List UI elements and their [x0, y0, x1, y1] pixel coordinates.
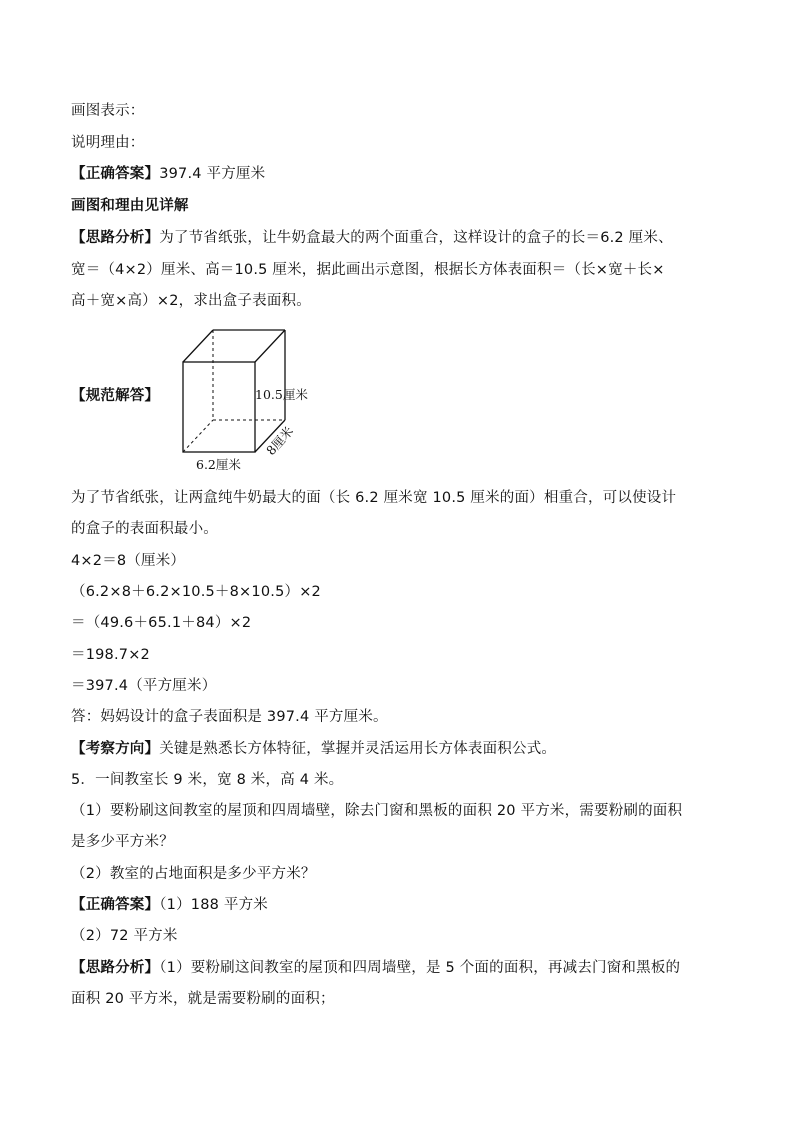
text-line: 画图和理由见详解 [71, 198, 189, 214]
text-line: 的盒子的表面积最小。 [71, 521, 218, 537]
section-tag: 【规范解答】 [71, 388, 160, 404]
direction-line [71, 739, 556, 759]
text-line: 宽＝（4×2）厘米、高＝10.5 厘米，据此画出示意图，根据长方体表面积＝（长×宽＋长× [71, 262, 665, 278]
section-tag: 【思路分析】 [71, 230, 160, 246]
text-line: 是多少平方米？ [71, 834, 174, 850]
text-line: 高＋宽×高）×2，求出盒子表面积。 [71, 293, 311, 309]
text-line: 答：妈妈设计的盒子表面积是 397.4 平方厘米。 [71, 709, 388, 725]
equation-line: ＝198.7×2 [71, 647, 150, 663]
answer-line [71, 164, 265, 184]
answer-text: （1）188 平方米 [159, 897, 268, 913]
analysis-text: （1）要粉刷这间教室的屋顶和四周墙壁，是 5 个面的面积，再减去门窗和黑板的 [159, 960, 681, 976]
analysis-line [71, 958, 680, 978]
direction-text: 关键是熟悉长方体特征，掌握并灵活运用长方体表面积公式。 [159, 741, 557, 757]
answer-text: 397.4 平方厘米 [159, 166, 266, 182]
section-tag: 【正确答案】 [71, 897, 160, 913]
answer-line: （2）72 平方米 [71, 928, 178, 944]
height-label: 10.5厘米 [255, 387, 308, 402]
section-tag: 【考察方向】 [71, 741, 160, 757]
section-tag: 【正确答案】 [71, 166, 160, 182]
cuboid-diagram [175, 322, 315, 482]
question-line: （2）教室的占地面积是多少平方米？ [71, 866, 316, 882]
question-line: （1）要粉刷这间教室的屋顶和四周墙壁，除去门窗和黑板的面积 20 平方米，需要粉刷的面积 [71, 803, 683, 819]
text-line: 说明理由： [71, 135, 145, 151]
text-line: 面积 20 平方米，就是需要粉刷的面积； [71, 991, 335, 1007]
equation-line: 4×2＝8（厘米） [71, 553, 186, 569]
question-line: 5．一间教室长 9 米，宽 8 米，高 4 米。 [71, 772, 344, 788]
equation-line: （6.2×8＋6.2×10.5＋8×10.5）×2 [71, 584, 321, 600]
analysis-text: 为了节省纸张，让牛奶盒最大的两个面重合，这样设计的盒子的长＝6.2 厘米、 [159, 230, 673, 246]
equation-line: ＝（49.6＋65.1＋84）×2 [71, 615, 252, 631]
analysis-line [71, 228, 673, 248]
text-line: 为了节省纸张，让两盒纯牛奶最大的面（长 6.2 厘米宽 10.5 厘米的面）相重合，可以使设计 [71, 490, 677, 506]
length-label: 6.2厘米 [196, 457, 241, 472]
text-line: 画图表示： [71, 103, 145, 119]
section-tag: 【思路分析】 [71, 960, 160, 976]
equation-line: ＝397.4（平方厘米） [71, 678, 217, 694]
answer-line [71, 895, 268, 915]
width-label: 8厘米 [263, 423, 297, 459]
